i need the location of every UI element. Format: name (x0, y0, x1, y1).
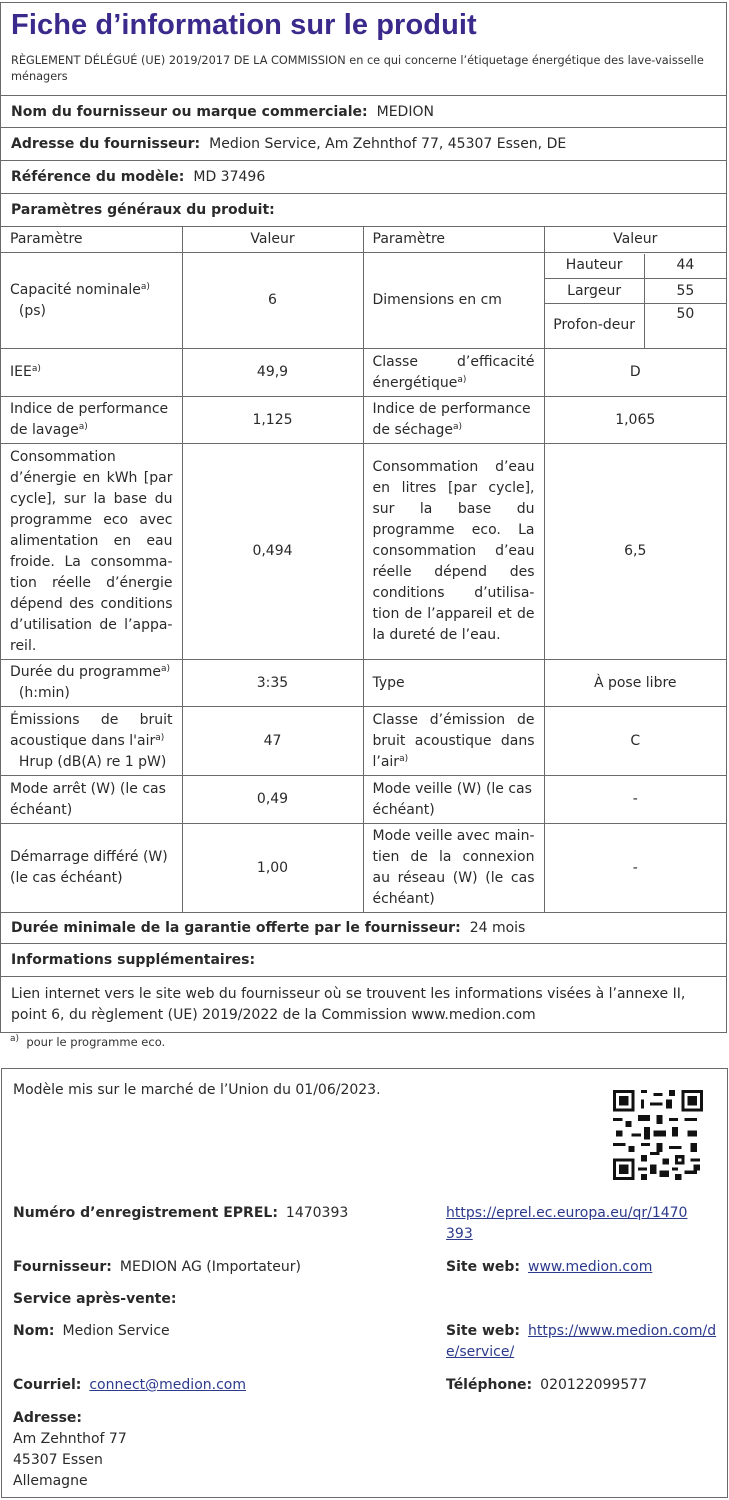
height-label: Hauteur (545, 254, 645, 279)
phone-label: Téléphone: (446, 1377, 533, 1393)
warranty-label: Durée minimale de la garantie offerte par le fournisseur: (11, 920, 461, 936)
off-mode-label: Mode arrêt (W) (le cas échéant) (1, 776, 182, 824)
site-label: Site web: (446, 1259, 520, 1275)
type-value: À pose libre (544, 660, 726, 707)
dimensions-label: Dimensions en cm (363, 253, 544, 349)
duration-label: Durée du programme$^{a)}$ (h:min) (1, 660, 182, 707)
footnote (10, 1035, 165, 1049)
additional-info-row (1, 943, 726, 976)
email-link[interactable]: connect@medion.com (89, 1377, 246, 1393)
header-value-1: Valeur (182, 227, 363, 253)
service-name-field (13, 1321, 170, 1342)
depth-value: 50 (676, 306, 695, 322)
footnote-mark: a) (10, 1034, 20, 1044)
warranty-row (1, 913, 726, 943)
registration-box (1, 1068, 728, 1498)
name-value: Medion Service (62, 1323, 170, 1339)
address-line-3: Allemagne (13, 1473, 88, 1489)
standby-label: Mode veille (W) (le cas échéant) (363, 776, 544, 824)
header-value-2: Valeur (544, 227, 726, 253)
general-params-label: Paramètres généraux du produit: (11, 202, 275, 218)
delay-start-label: Démarrage différé (W) (le cas échéant) (1, 824, 182, 913)
warranty-value: 24 mois (469, 920, 526, 936)
noise-label: Émissions de bruit acoustique dans l'air$^{a)}$ Hrup (dB(A) re 1 pW) (1, 707, 182, 776)
name-label: Nom: (13, 1323, 55, 1339)
address-line-2: 45307 Essen (13, 1452, 103, 1468)
supplier-address-label: Adresse du fournisseur: (11, 136, 201, 152)
model-reference-value: MD 37496 (193, 169, 266, 185)
aftersales-heading: Service après-vente: (13, 1291, 177, 1307)
table-row (1, 776, 726, 824)
eprel-link[interactable]: https://eprel.ec.europa.eu/qr/1470393 (446, 1205, 688, 1242)
type-label: Type (363, 660, 544, 707)
table-row (1, 397, 726, 444)
eprel-value: 1470393 (285, 1205, 349, 1221)
additional-info-text: Lien internet vers le site web du fournisseur où se trouvent les informations visées à l’annexe II, point 6, du règlement (UE) 2019/2022 de la Commission www.medion.com (11, 985, 686, 1023)
width-label: Largeur (545, 279, 645, 304)
noise-class-value: C (544, 707, 726, 776)
wash-index-value: 1,125 (182, 397, 363, 444)
address-line-1: Am Zehnthof 77 (13, 1431, 127, 1447)
off-mode-value: 0,49 (182, 776, 363, 824)
phone-value: 020122099577 (540, 1377, 648, 1393)
address-block (13, 1408, 127, 1492)
supplier-address-row (1, 127, 726, 160)
page-title: Fiche d’information sur le produit (11, 9, 477, 41)
energy-consumption-value: 0,494 (182, 444, 363, 660)
address-label: Adresse: (13, 1410, 83, 1426)
model-reference-label: Référence du modèle: (11, 169, 185, 185)
noise-value: 47 (182, 707, 363, 776)
noise-class-label: Classe d’émission de bruit acoustique dans l’air$^{a)}$ (363, 707, 544, 776)
regulation-text: RÈGLEMENT DÉLÉGUÉ (UE) 2019/2017 DE LA COMMISSION en ce qui concerne l’étiquetage énergétique des lave-vaisselle ménagers (11, 54, 704, 83)
table-row (1, 707, 726, 776)
supplier-value: MEDION AG (Importateur) (119, 1259, 301, 1275)
standby-value: - (544, 776, 726, 824)
supplier-name-value: MEDION (376, 103, 434, 120)
capacity-label: Capacité nominale$^{a)}$ (ps) (1, 253, 182, 349)
dry-index-label: Indice de performance de séchage$^{a)}$ (363, 397, 544, 444)
height-value: 44 (644, 254, 726, 279)
table-row (1, 349, 726, 397)
header-param-1: Paramètre (1, 227, 182, 253)
footnote-text: pour le programme eco. (26, 1035, 166, 1049)
supplier-field (13, 1257, 301, 1278)
service-site-label: Site web: (446, 1323, 520, 1339)
email-field (13, 1375, 246, 1396)
table-row (1, 660, 726, 707)
model-reference-row (1, 160, 726, 193)
water-consumption-value: 6,5 (544, 444, 726, 660)
depth-label: Profon-deur (545, 304, 645, 348)
energy-consumption-label: Consommation d’énergie en kWh [par cycle], sur la base du programme eco avec alimentation en eau froide. La consomma-tion réelle d’énergie dépend des conditions d’utilisation de l’appa-reil. (1, 444, 182, 660)
product-information-sheet (0, 2, 727, 1033)
table-header-row (1, 227, 726, 253)
site-field (446, 1257, 652, 1278)
iee-label: IEE$^{a)}$ (1, 349, 182, 397)
header-param-2: Paramètre (363, 227, 544, 253)
service-site-link[interactable]: https://www.medion.com/de/service/ (446, 1323, 717, 1360)
supplier-label: Fournisseur: (13, 1259, 112, 1275)
eprel-field (13, 1203, 348, 1224)
email-label: Courriel: (13, 1377, 82, 1393)
energy-class-label: Classe d’efficacité énergétique$^{a)}$ (363, 349, 544, 397)
networked-standby-value: - (544, 824, 726, 913)
dimensions-values (544, 253, 726, 349)
table-row (1, 253, 726, 349)
table-row (1, 444, 726, 660)
additional-info-text-row (1, 976, 726, 1032)
duration-value: 3:35 (182, 660, 363, 707)
parameters-table (1, 226, 726, 913)
eprel-label: Numéro d’enregistrement EPREL: (13, 1205, 278, 1221)
dry-index-value: 1,065 (544, 397, 726, 444)
water-consumption-label: Consommation d’eau en litres [par cycle], sur la base du programme eco. La consommation d’eau réelle dépend des conditions d’utilisa-tion de l’appareil et de la dureté de l’eau. (363, 444, 544, 660)
general-params-row (1, 193, 726, 226)
market-date: Modèle mis sur le marché de l’Union du 01/06/2023. (13, 1082, 381, 1098)
site-link[interactable]: www.medion.com (528, 1259, 653, 1275)
supplier-name-row (1, 95, 726, 127)
capacity-value: 6 (182, 253, 363, 349)
supplier-name-label: Nom du fournisseur ou marque commerciale: (11, 103, 368, 120)
service-site-field (446, 1321, 721, 1363)
energy-class-value: D (544, 349, 726, 397)
iee-value: 49,9 (182, 349, 363, 397)
networked-standby-label: Mode veille avec main-tien de la connexion au réseau (W) (le cas échéant) (363, 824, 544, 913)
width-value: 55 (644, 279, 726, 304)
table-row (1, 824, 726, 913)
wash-index-label: Indice de performance de lavage$^{a)}$ (1, 397, 182, 444)
qr-code-icon (613, 1090, 703, 1180)
supplier-address-value: Medion Service, Am Zehnthof 77, 45307 Essen, DE (209, 136, 567, 152)
additional-info-label: Informations supplémentaires: (11, 952, 256, 968)
phone-field (446, 1375, 647, 1396)
delay-start-value: 1,00 (182, 824, 363, 913)
